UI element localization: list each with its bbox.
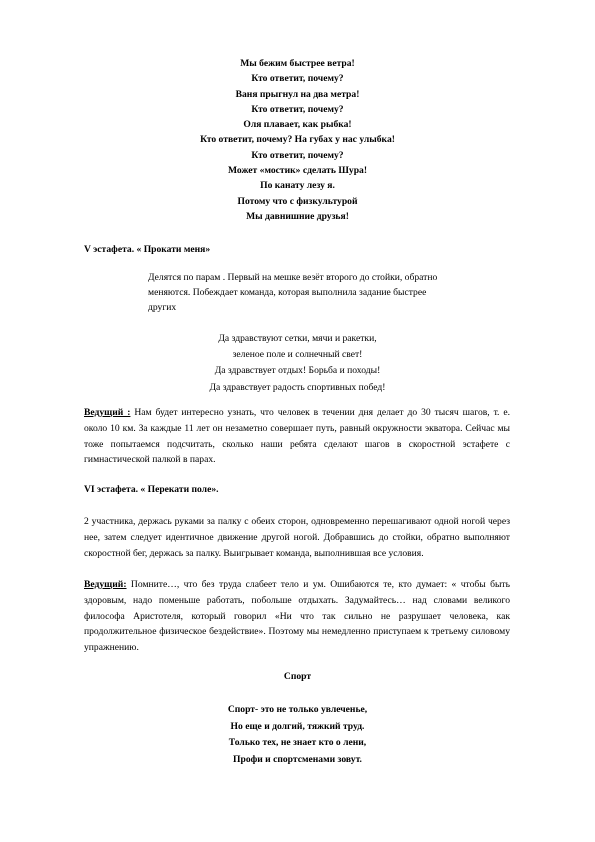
relay-6-rules: 2 участника, держась руками за палку с обеих сторон, одновременно перешагивают одной ногой через нее, затем следует идентичное движение другой ногой. Добравшись до стойки, обратно выполняют скоростной бег, держась за палку. Выигрывает команда, выполнившая все условия. [84,516,510,559]
poem-line: Кто ответит, почему? [251,73,344,85]
poem-1 [0,56,595,224]
poem-line: Ваня прыгнул на два метра! [235,88,360,100]
host-paragraph-2 [84,577,510,656]
poem-line: Да здравствует отдых! Борьба и походы! [214,365,381,377]
relay-5-rules: Делятся по парам . Первый на мешке везёт второго до стойки, обратно меняются. Побеждает команда, которая выполнила задание быстрее других [148,272,438,314]
poem-line: Но еще и долгий, тяжкий труд. [230,720,365,732]
host-label: Ведущий: [84,579,127,590]
poem-line: зеленое поле и солнечный свет! [232,349,363,361]
poem-line: Да здравствует радость спортивных побед! [209,381,386,393]
poem-line: Мы давнишние друзья! [246,210,349,222]
poem-line: Да здравствуют сетки, мячи и ракетки, [218,333,377,344]
poem-line: Оля плавает, как рыбка! [243,119,352,131]
poem-line: Кто ответит, почему? [251,103,344,115]
poem-line: Профи и спортсменами зовут. [233,753,362,765]
poem-line: Мы бежим быстрее ветра! [240,58,355,69]
poem-line: Спорт- это не только увлеченье, [227,704,368,715]
host-label: Ведущий : [84,407,131,418]
poem-line: Может «мостик» сделать Шура! [227,165,368,177]
poem-2 [0,331,595,396]
host-text: Нам будет интересно узнать, что человек в течении дня делает до 30 тысяч шагов, т. е. около 10 км. За каждые 11 лет он незаметно совершает путь, равный окружности экватора. Сейчас мы тоже попытаемся подсчитать, сколько наши ребята сделают шагов в скоростной эстафете с гимнастической палкой в парах. [84,407,511,466]
poem-line: По канату лезу я. [260,180,335,192]
host-paragraph-1 [84,405,510,468]
sport-poem [0,702,595,768]
relay-6-heading: VI эстафета. « Перекати поле». [84,484,219,495]
relay-5-heading: V эстафета. « Прокати меня» [84,244,211,255]
poem-line: Только тех, не знает кто о лени, [228,737,367,748]
poem-line: Потому что с физкультурой [237,195,358,207]
sport-title: Спорт [283,671,312,682]
poem-line: Кто ответит, почему? [251,149,344,161]
host-text: Помните…, что без труда слабеет тело и ум. Ошибаются те, кто думает: « чтобы быть здоровым, надо поменьше работать, побольше отдыхать. Задумайтесь… над словами великого философа Аристотеля, который говорил «Ни что так сильно не разрушает человека, как продолжительное физическое бездействие». Поэтому мы немедленно приступаем к третьему силовому упражнению. [84,579,510,654]
poem-line: Кто ответит, почему? На губах у нас улыбка! [200,134,395,146]
